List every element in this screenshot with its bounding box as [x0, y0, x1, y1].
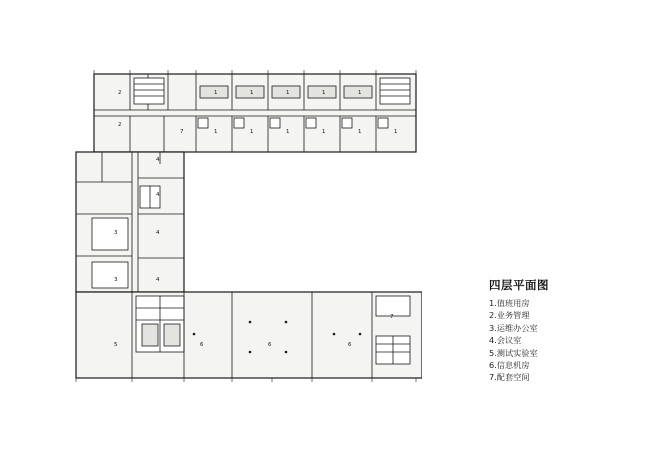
legend	[489, 278, 609, 384]
north-wing	[94, 74, 416, 152]
room-number: 1	[322, 90, 326, 96]
south-wing	[76, 292, 422, 378]
room-number: 4	[156, 157, 160, 163]
legend-item-4: 4.会议室	[489, 335, 522, 346]
room-number: 6	[348, 342, 352, 348]
legend-item-1: 1.值班用房	[489, 298, 530, 308]
room-number: 1	[394, 129, 398, 135]
floor-plan-drawing	[72, 46, 422, 391]
room-number: 1	[250, 90, 254, 96]
room-number: 1	[322, 129, 326, 135]
room-number: 7	[390, 314, 394, 320]
room-number: 3	[114, 230, 118, 236]
legend-item-7: 7.配套空间	[489, 372, 530, 383]
room-number: 6	[268, 342, 272, 348]
room-number: 1	[358, 129, 362, 135]
room-number: 1	[214, 129, 218, 135]
room-number: 6	[200, 342, 204, 348]
room-number: 2	[118, 122, 122, 128]
room-number: 3	[114, 277, 118, 283]
room-number: 1	[286, 90, 290, 96]
room-number: 1	[214, 90, 218, 96]
room-number: 7	[180, 129, 184, 135]
room-number: 1	[358, 90, 362, 96]
room-number: 4	[156, 277, 160, 283]
legend-item-2: 2.业务管理	[489, 310, 530, 321]
floor-plan-svg	[72, 46, 422, 391]
room-number: 1	[286, 129, 290, 135]
room-number: 4	[156, 230, 160, 236]
legend-item-3: 3.运维办公室	[489, 322, 538, 333]
legend-title: 四层平面图	[489, 278, 549, 292]
room-number: 2	[118, 90, 122, 96]
room-number: 5	[114, 342, 118, 348]
legend-item-5: 5.测试实验室	[489, 347, 538, 358]
legend-item-6: 6.信息机房	[489, 360, 530, 371]
room-number: 4	[156, 192, 160, 198]
room-number: 1	[250, 129, 254, 135]
west-wing	[76, 152, 184, 292]
